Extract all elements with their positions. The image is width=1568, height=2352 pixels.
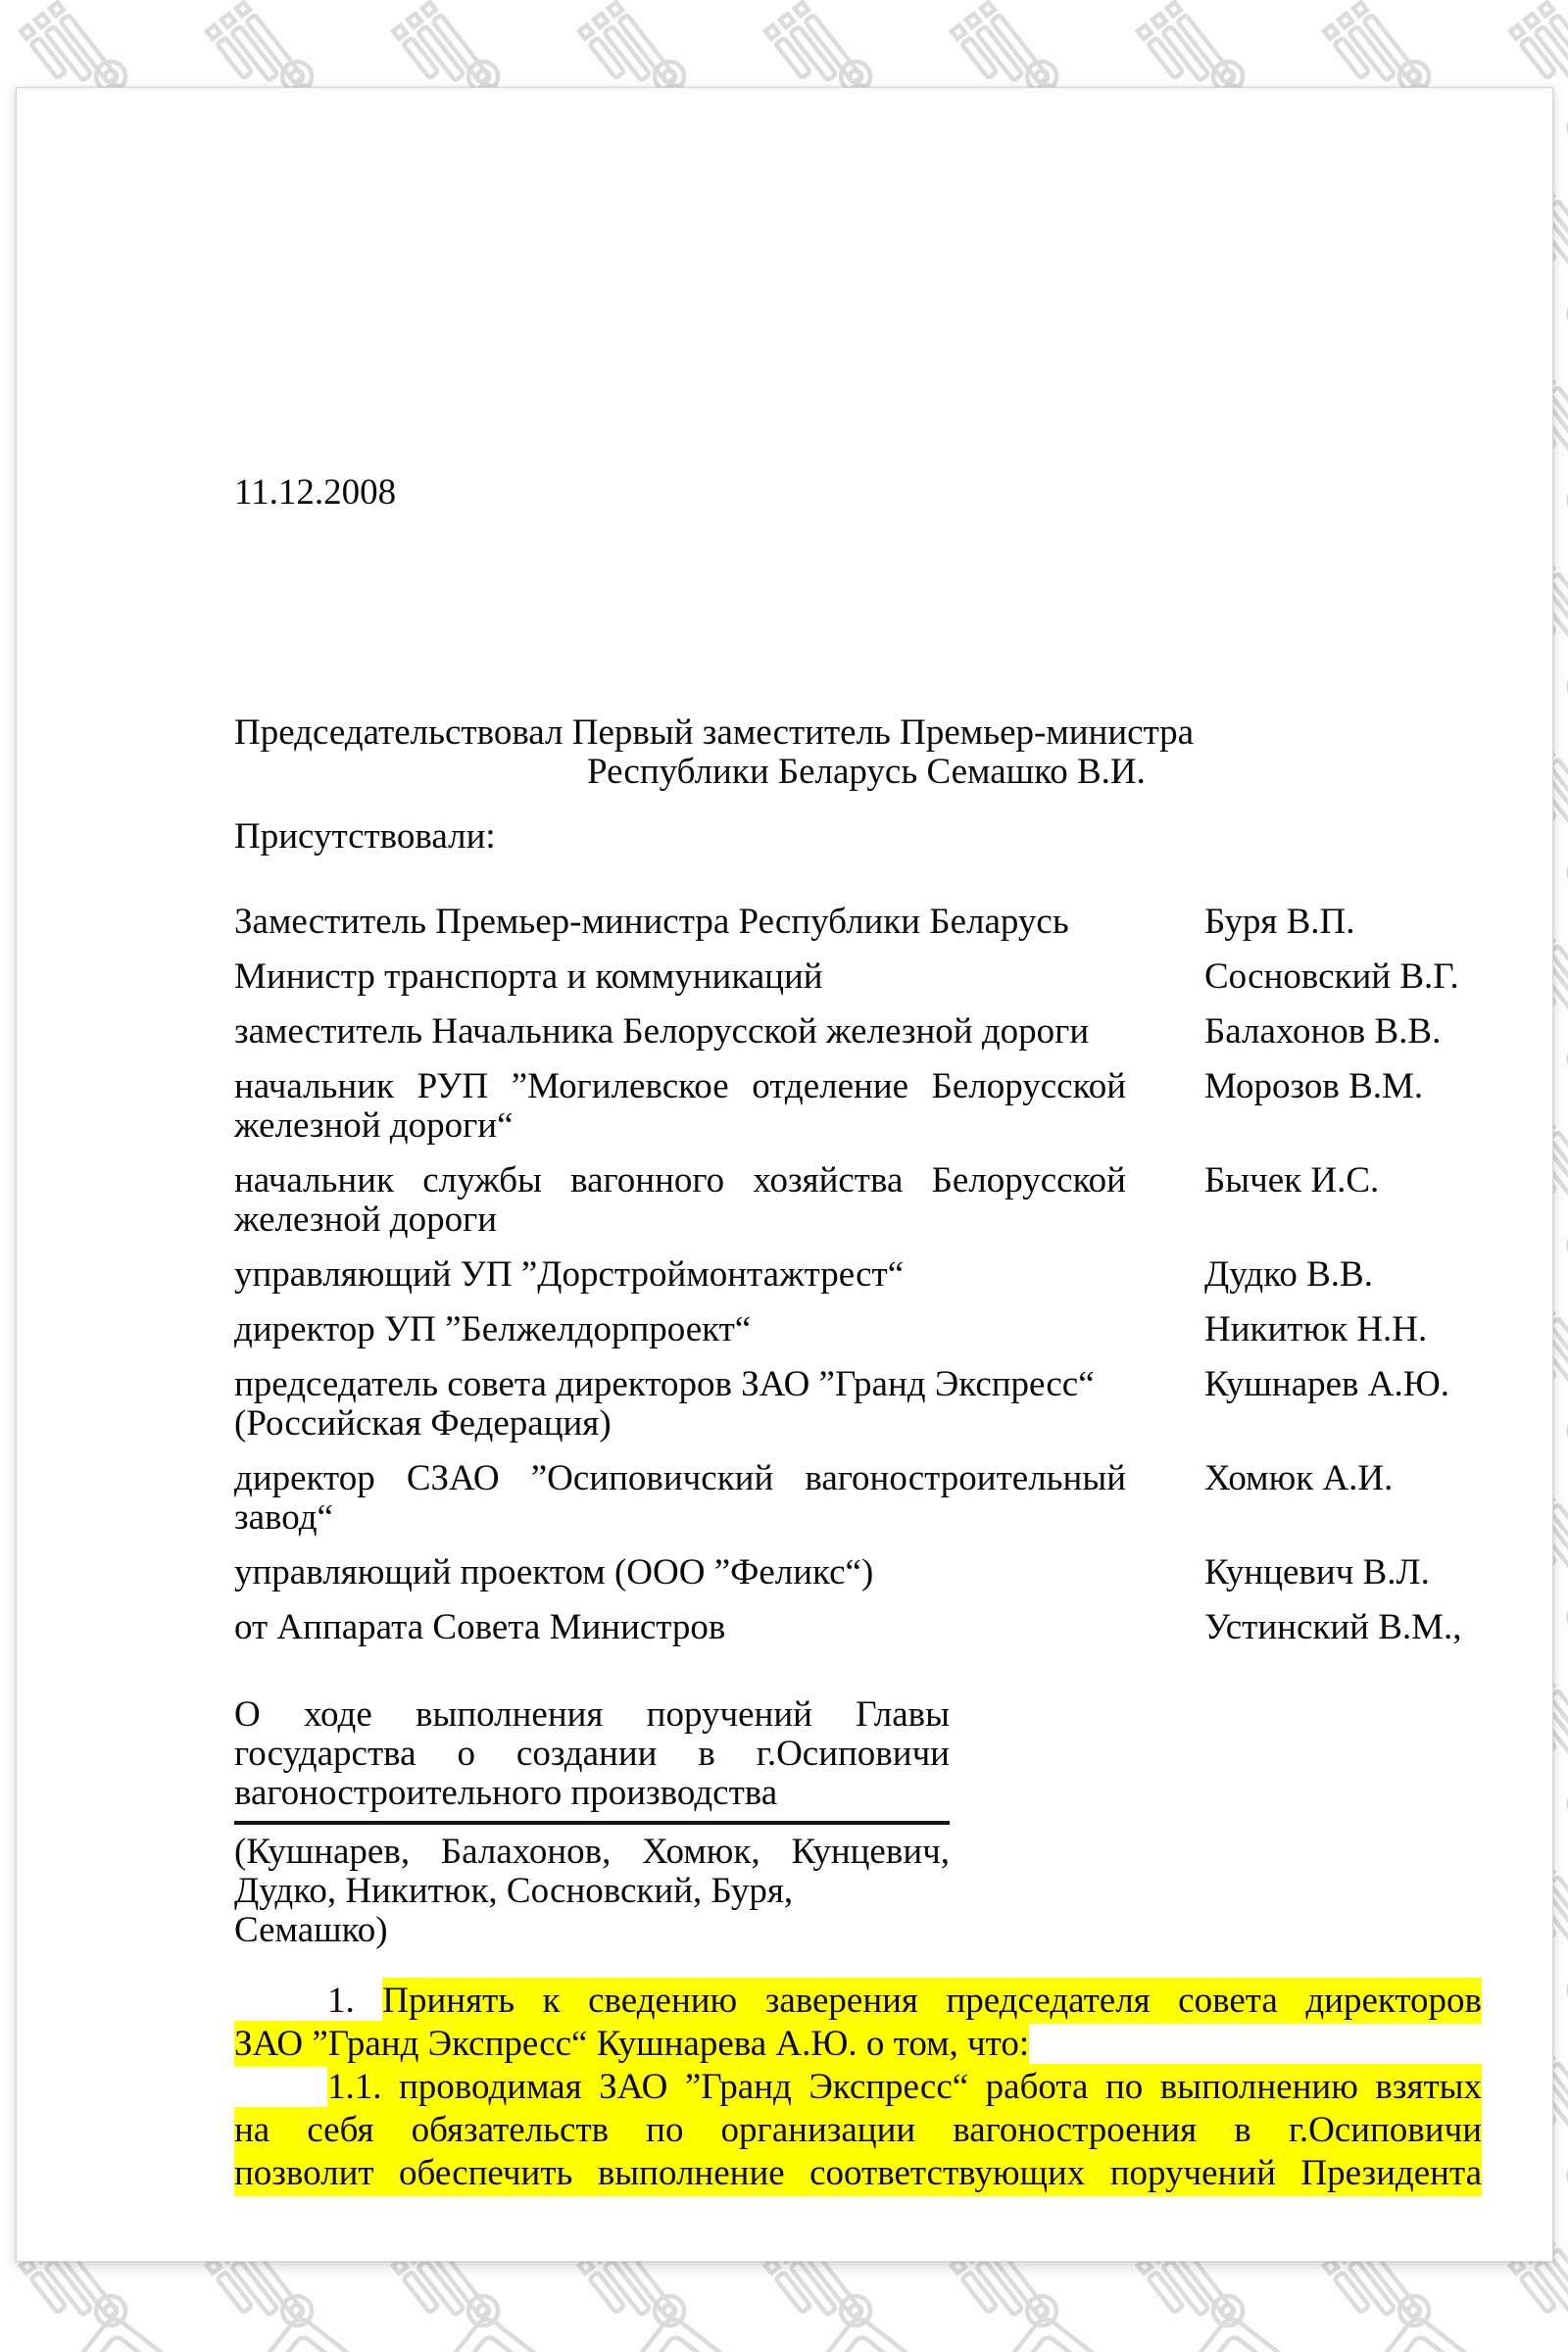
item-number: 1. — [327, 1981, 355, 2021]
attendee-row — [234, 1012, 1482, 1052]
attendee-position: заместитель Начальника Белорусской железной дороги — [234, 1011, 1090, 1052]
resolution-item-1-1 — [234, 2066, 1482, 2195]
attendee-position: директор СЗАО ”Осиповичский вагоностроительный завод“ — [234, 1458, 1126, 1538]
attendee-name: Буря В.П. — [1204, 902, 1355, 942]
subject-line: О ходе выполнения поручений Главы — [234, 1694, 950, 1735]
attendee-position: председатель совета директоров ЗАО ”Гранд Экспресс“ (Российская Федерация) — [234, 1364, 1095, 1444]
attendee-name: Балахонов В.В. — [1204, 1011, 1442, 1052]
attendee-row — [234, 1608, 1482, 1647]
attendee-position: Министр транспорта и коммуникаций — [234, 956, 823, 997]
document-page — [16, 87, 1553, 2262]
attendee-name: Устинский В.М., — [1204, 1607, 1462, 1647]
resolution-text — [234, 1980, 1482, 2195]
highlighted-text: позволит обеспечить выполнение соответствующих поручений Президента — [234, 2150, 1482, 2196]
attendees-label: Присутствовали: — [234, 816, 496, 857]
attendee-row — [234, 957, 1482, 997]
attendee-name: Хомюк А.И. — [1204, 1458, 1394, 1498]
chair-heading — [234, 713, 1482, 792]
attendee-row — [234, 1161, 1482, 1240]
attendee-position: Заместитель Премьер-министра Республики Беларусь — [234, 902, 1069, 942]
attendee-name: Сосновский В.Г. — [1204, 956, 1459, 997]
attendee-row — [234, 1310, 1482, 1349]
subject-participants: (Кушнарев, Балахонов, Хомюк, Кунцевич, Дудко, Никитюк, Сосновский, Буря, Семашко) — [234, 1832, 950, 1950]
attendee-name: Кушнарев А.Ю. — [1204, 1364, 1450, 1404]
attendee-row — [234, 903, 1482, 942]
chair-line-2: Республики Беларусь Семашко В.И. — [587, 752, 1146, 792]
attendee-row — [234, 1365, 1482, 1444]
subject-line: государства о создании в г.Осиповичи — [234, 1734, 950, 1774]
highlighted-text: 1.1. проводимая ЗАО ”Гранд Экспресс“ работа по выполнению взятых — [327, 2064, 1482, 2110]
date-stamp: 11.12.2008 — [234, 472, 397, 513]
attendee-row — [234, 1067, 1482, 1146]
attendee-position: от Аппарата Совета Министров — [234, 1607, 726, 1647]
highlighted-text: ЗАО ”Гранд Экспресс“ Кушнарева А.Ю. о том, что: — [234, 2021, 1029, 2067]
attendee-row — [234, 1459, 1482, 1538]
attendee-position: начальник службы вагонного хозяйства Белорусской железной дороги — [234, 1160, 1126, 1240]
highlighted-text: на себя обязательств по организации вагоностроения в г.Осиповичи — [234, 2107, 1482, 2153]
attendee-name: Морозов В.М. — [1204, 1066, 1424, 1106]
attendee-position: начальник РУП ”Могилевское отделение Белорусской железной дороги“ — [234, 1066, 1126, 1146]
chair-line-1: Председательствовал Первый заместитель Премьер-министра — [234, 712, 1195, 753]
attendee-name: Кунцевич В.Л. — [1204, 1552, 1430, 1592]
attendee-position: управляющий УП ”Дорстроймонтажтрест“ — [234, 1254, 905, 1295]
highlighted-text: Принять к сведению заверения председателя совета директоров — [382, 1978, 1482, 2024]
attendee-row — [234, 1553, 1482, 1592]
attendee-position: управляющий проектом (ООО ”Феликс“) — [234, 1552, 874, 1592]
attendee-position: директор УП ”Белжелдорпроект“ — [234, 1309, 752, 1349]
subject-heading — [234, 1695, 950, 1825]
attendee-name: Бычек И.С. — [1204, 1160, 1380, 1200]
attendee-row — [234, 1255, 1482, 1295]
attendee-name: Дудко В.В. — [1204, 1254, 1373, 1295]
attendee-name: Никитюк Н.Н. — [1204, 1309, 1428, 1349]
attendees-list — [234, 903, 1482, 1647]
subject-line: вагоностроительного производства — [234, 1773, 778, 1813]
resolution-item-1 — [234, 1980, 1482, 2066]
